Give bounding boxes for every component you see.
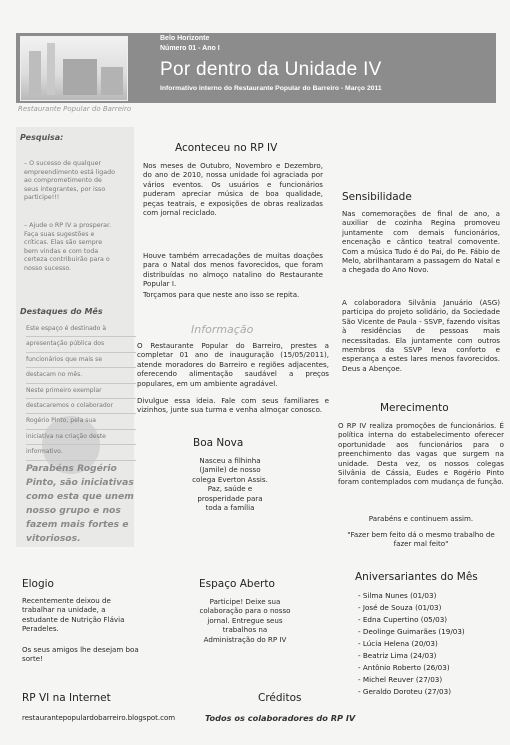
merecimento-p2: Parabéns e continuem assim. xyxy=(368,514,474,523)
pesquisa-bullet-1: – O sucesso de qualquer empreendimento está ligado ao comprometimento de seus integrantes, por isso participe!!! xyxy=(24,160,115,201)
sensibilidade-title: Sensibilidade xyxy=(342,191,412,203)
aconteceu-p3: Torçamos para que neste ano isso se repita. xyxy=(143,290,300,299)
header-city: Belo Horizonte xyxy=(160,35,210,42)
informacao-p1: O Restaurante Popular do Barreiro, prestes a completar 01 ano de inauguração (15/05/2011), atende moradores do Barreiro e regiões adjacentes, oferecendo alimentação saudável a preços populares, em um ambiente agradável. xyxy=(137,341,329,388)
informacao-p2: Divulgue essa ideia. Fale com seus familiares e vizinhos, junte sua turma e venha almoçar conosco. xyxy=(137,396,329,415)
elogio-p2: Os seus amigos lhe desejam boa sorte! xyxy=(22,645,139,664)
list-item: - Silma Nunes (01/03) xyxy=(358,591,437,600)
elogio-title: Elogio xyxy=(22,578,54,590)
sensibilidade-p1: Nas comemorações de final de ano, a auxiliar de cozinha Regina promoveu juntamente com demais funcionários, encenação e cântico teatral comovente. Com a música Tudo é do Pai, do Pe. Fábio de Melo, abrilhantaram a passagem do Natal e a chegada do Ano Novo. xyxy=(342,209,500,275)
destaques-text: Este espaço é destinado à apresentação pública dos funcionários que mais se destacam no mês. Neste primeiro exemplar destacaremos o colaborador Rogério Pinto, pela sua iniciativa na criação deste informativo. xyxy=(26,322,136,461)
aconteceu-title: Aconteceu no RP IV xyxy=(175,142,278,154)
list-item: - Lúcia Helena (20/03) xyxy=(358,639,438,648)
aconteceu-p2: Houve também arrecadações de muitas doações para o Natal dos menos favorecidos, que foram distribuídas no almoço natalino do Restaurante Popular I. xyxy=(143,251,323,289)
merecimento-p1: O RP IV realiza promoções de funcionários. É política interna do estabelecimento oferecer oportunidade aos funcionários para o preenchimento das vagas que surgem na unidade. Desta vez, os nossos colegas Silvânia de Cássia, Eudes e Rogério Pinto foram contemplados com mudança de função. xyxy=(338,421,504,487)
destaques-title: Destaques do Mês xyxy=(20,307,103,316)
elogio-p1: Recentemente deixou de trabalhar na unidade, a estudante de Nutrição Flávia Peradeles. xyxy=(22,596,125,634)
pesquisa-bullet-2: – Ajude o RP IV a prosperar. Faça suas sugestões e críticas. Elas são sempre bem vindas e com toda certeza contribuirão para o nosso sucesso. xyxy=(24,222,112,272)
list-item: - Deolinge Guimarães (19/03) xyxy=(358,627,465,636)
list-item: - Michel Reuver (27/03) xyxy=(358,675,443,684)
newsletter-title: Por dentro da Unidade IV xyxy=(160,59,382,80)
espaco-text: Participe! Deixe sua colaboração para o nosso jornal. Entregue seus trabalhos na Administração do RP IV xyxy=(199,597,291,644)
list-item: - José de Souza (01/03) xyxy=(358,603,442,612)
parabens-text: Parabéns Rogério Pinto, são iniciativas como esta que unem nosso grupo e nos fazem mais fortes e vitoriosos. xyxy=(26,463,134,544)
boanova-title: Boa Nova xyxy=(193,437,244,449)
list-item: - Beatriz Lima (24/03) xyxy=(358,651,437,660)
restaurant-name: Restaurante Popular do Barreiro xyxy=(18,105,132,113)
boanova-text: Nasceu a filhinha (Jamile) de nosso colega Everton Assis. Paz, saúde e prosperidade para toda a família xyxy=(192,456,268,513)
aconteceu-p1: Nos meses de Outubro, Novembro e Dezembro, do ano de 2010, nossa unidade foi agraciada por vários eventos. Os usuários e funcionários puderam apreciar música de boa qualidade, peças teatrais, e exposições de obras realizadas com jornal reciclado. xyxy=(143,161,323,218)
restaurant-photo xyxy=(20,36,128,101)
creditos-text: Todos os colaboradores do RP IV xyxy=(205,713,356,723)
sensibilidade-p2: A colaboradora Silvânia Januário (ASG) participa do projeto solidário, da Sociedade São Vicente de Paula - SSVP, fazendo visitas à residências de pessoas mais necessitadas. Ela juntamente com outros membros da SSVP leva conforto e esperança a estes lares menos favorecidos. Deus a Abençoe. xyxy=(342,298,500,373)
creditos-title: Créditos xyxy=(258,692,302,704)
merecimento-title: Merecimento xyxy=(380,402,449,414)
newsletter-subtitle: Informativo interno do Restaurante Popular do Barreiro - Março 2011 xyxy=(160,85,382,92)
informacao-title: Informação xyxy=(191,323,254,336)
list-item: - Geraldo Doroteu (27/03) xyxy=(358,687,451,696)
list-item: - Antônio Roberto (26/03) xyxy=(358,663,450,672)
internet-title: RP VI na Internet xyxy=(22,692,111,704)
aniversariantes-list xyxy=(358,590,465,698)
list-item: - Edna Cupertino (05/03) xyxy=(358,615,448,624)
espaco-title: Espaço Aberto xyxy=(199,578,275,590)
pesquisa-title: Pesquisa: xyxy=(20,133,64,142)
aniversariantes-title: Aniversariantes do Mês xyxy=(355,571,478,583)
header-issue: Número 01 - Ano I xyxy=(160,45,220,52)
blog-link[interactable]: restaurantepopulardobarreiro.blogspot.com xyxy=(22,714,176,722)
merecimento-quote: "Fazer bem feito dá o mesmo trabalho de fazer mal feito" xyxy=(347,530,495,549)
